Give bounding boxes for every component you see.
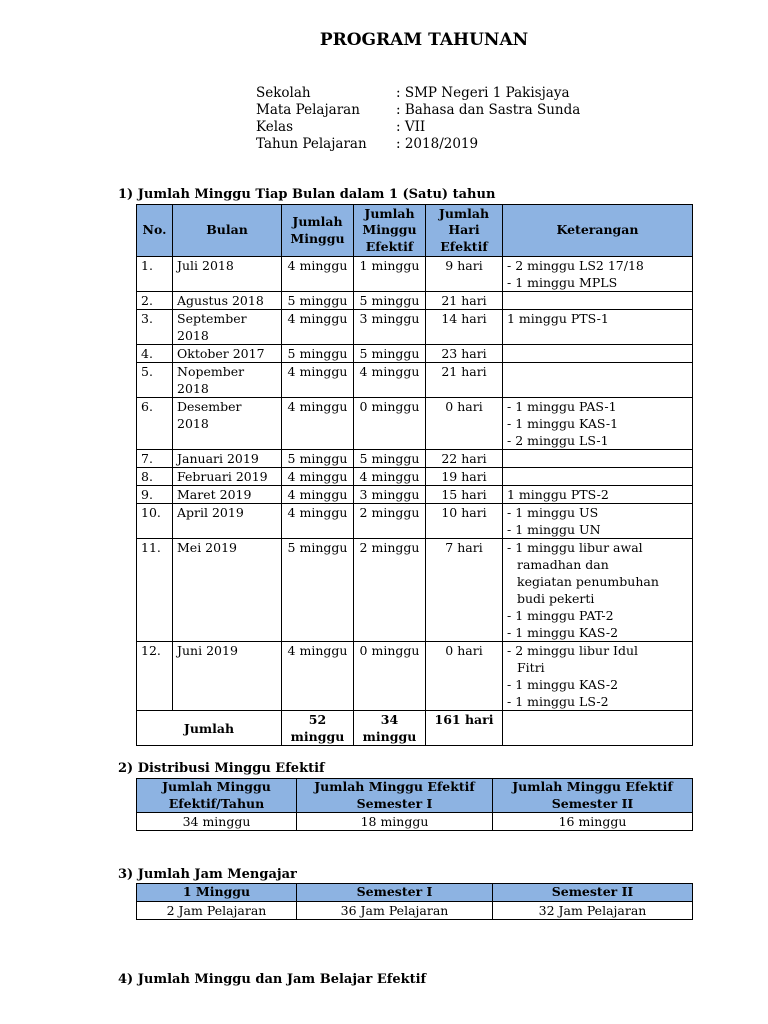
- cell-keterangan: [503, 257, 693, 292]
- cell-bulan: Nopember 2018: [173, 363, 282, 398]
- dist-value-sem1: 18 minggu: [297, 813, 493, 831]
- keterangan-line: - 1 minggu KAS-2: [507, 625, 619, 640]
- header-minggu-efektif: Jumlah Minggu Efektif: [354, 205, 426, 257]
- keterangan-line: budi pekerti: [517, 591, 595, 606]
- cell-hari-efektif: 0 hari: [426, 398, 503, 450]
- cell-bulan: Juni 2019: [173, 642, 282, 711]
- hours-header-sem2: Semester II: [493, 884, 693, 902]
- table-row: [137, 398, 693, 450]
- cell-keterangan: [503, 642, 693, 711]
- cell-minggu-efektif: 4 minggu: [354, 363, 426, 398]
- header-no: No.: [137, 205, 173, 257]
- cell-hari-efektif: 23 hari: [426, 345, 503, 363]
- keterangan-line: - 1 minggu UN: [507, 522, 601, 537]
- section-1-heading: 1) Jumlah Minggu Tiap Bulan dalam 1 (Satu) tahun: [118, 187, 496, 202]
- header-hari-efektif: Jumlah Hari Efektif: [426, 205, 503, 257]
- info-value: : 2018/2019: [396, 136, 479, 152]
- cell-keterangan: [503, 398, 693, 450]
- hours-value-sem2: 32 Jam Pelajaran: [493, 901, 693, 919]
- cell-bulan: Agustus 2018: [173, 292, 282, 310]
- table-row: [137, 642, 693, 711]
- keterangan-line: - 1 minggu PAS-1: [507, 399, 617, 414]
- total-row: [137, 711, 693, 746]
- cell-bulan: September 2018: [173, 310, 282, 345]
- table-row: [137, 292, 693, 310]
- cell-no: 12.: [137, 642, 173, 711]
- cell-no: 3.: [137, 310, 173, 345]
- table-row: [137, 539, 693, 642]
- info-value: : Bahasa dan Sastra Sunda: [396, 102, 581, 118]
- cell-hari-efektif: 21 hari: [426, 363, 503, 398]
- cell-minggu-efektif: 1 minggu: [354, 257, 426, 292]
- hours-header-week: 1 Minggu: [137, 884, 297, 902]
- cell-jumlah-minggu: 5 minggu: [282, 292, 354, 310]
- cell-hari-efektif: 10 hari: [426, 504, 503, 539]
- header-keterangan: Keterangan: [503, 205, 693, 257]
- section-4-heading: 4) Jumlah Minggu dan Jam Belajar Efektif: [118, 972, 427, 987]
- cell-minggu-efektif: 5 minggu: [354, 292, 426, 310]
- hours-value-week: 2 Jam Pelajaran: [137, 901, 297, 919]
- keterangan-line: - 1 minggu libur awal: [507, 540, 643, 555]
- info-value: : SMP Negeri 1 Pakisjaya: [396, 85, 570, 101]
- keterangan-line: - 1 minggu KAS-2: [507, 677, 619, 692]
- table-row: [137, 257, 693, 292]
- cell-no: 5.: [137, 363, 173, 398]
- cell-bulan: Maret 2019: [173, 486, 282, 504]
- keterangan-line: 1 minggu PTS-2: [507, 487, 609, 502]
- table-row: [137, 486, 693, 504]
- table-row: [137, 310, 693, 345]
- table-row: [137, 345, 693, 363]
- cell-no: 10.: [137, 504, 173, 539]
- distribution-table: [136, 778, 693, 831]
- cell-minggu-efektif: 5 minggu: [354, 345, 426, 363]
- cell-keterangan: [503, 363, 693, 398]
- cell-jumlah-minggu: 4 minggu: [282, 486, 354, 504]
- keterangan-line: - 2 minggu LS-1: [507, 433, 609, 448]
- cell-keterangan: [503, 468, 693, 486]
- cell-no: 9.: [137, 486, 173, 504]
- header-jumlah-minggu: Jumlah Minggu: [282, 205, 354, 257]
- cell-hari-efektif: 0 hari: [426, 642, 503, 711]
- cell-jumlah-minggu: 4 minggu: [282, 642, 354, 711]
- table-row: [137, 468, 693, 486]
- keterangan-line: - 1 minggu PAT-2: [507, 608, 614, 623]
- cell-hari-efektif: 21 hari: [426, 292, 503, 310]
- cell-minggu-efektif: 0 minggu: [354, 642, 426, 711]
- cell-minggu-efektif: 2 minggu: [354, 504, 426, 539]
- cell-no: 8.: [137, 468, 173, 486]
- table-row: [137, 363, 693, 398]
- dist-value-sem2: 16 minggu: [493, 813, 693, 831]
- info-row: [256, 102, 580, 119]
- info-row: [256, 85, 580, 102]
- cell-no: 2.: [137, 292, 173, 310]
- cell-jumlah-minggu: 4 minggu: [282, 310, 354, 345]
- cell-keterangan: [503, 504, 693, 539]
- cell-bulan: Februari 2019: [173, 468, 282, 486]
- info-label: Kelas: [256, 119, 294, 135]
- cell-jumlah-minggu: 4 minggu: [282, 257, 354, 292]
- info-label: Mata Pelajaran: [256, 102, 360, 118]
- cell-hari-efektif: 14 hari: [426, 310, 503, 345]
- cell-no: 11.: [137, 539, 173, 642]
- section-3-heading: 3) Jumlah Jam Mengajar: [118, 867, 297, 882]
- hours-value-sem1: 36 Jam Pelajaran: [297, 901, 493, 919]
- keterangan-line: kegiatan penumbuhan: [517, 574, 659, 589]
- cell-keterangan: [503, 310, 693, 345]
- cell-keterangan: [503, 539, 693, 642]
- cell-hari-efektif: 19 hari: [426, 468, 503, 486]
- cell-hari-efektif: 7 hari: [426, 539, 503, 642]
- info-row: [256, 119, 580, 136]
- keterangan-line: 1 minggu PTS-1: [507, 311, 609, 326]
- section-2-heading: 2) Distribusi Minggu Efektif: [118, 761, 325, 776]
- cell-jumlah-minggu: 5 minggu: [282, 539, 354, 642]
- info-row: [256, 136, 580, 153]
- cell-jumlah-minggu: 4 minggu: [282, 363, 354, 398]
- cell-bulan: Januari 2019: [173, 450, 282, 468]
- table-row: [137, 504, 693, 539]
- cell-no: 6.: [137, 398, 173, 450]
- cell-minggu-efektif: 3 minggu: [354, 486, 426, 504]
- cell-minggu-efektif: 5 minggu: [354, 450, 426, 468]
- dist-header-sem1: Jumlah Minggu Efektif Semester I: [297, 779, 493, 813]
- cell-jumlah-minggu: 5 minggu: [282, 450, 354, 468]
- cell-keterangan: [503, 292, 693, 310]
- cell-keterangan: [503, 450, 693, 468]
- cell-minggu-efektif: 3 minggu: [354, 310, 426, 345]
- info-block: [256, 85, 580, 153]
- hours-header-sem1: Semester I: [297, 884, 493, 902]
- cell-hari-efektif: 9 hari: [426, 257, 503, 292]
- cell-hari-efektif: 22 hari: [426, 450, 503, 468]
- cell-minggu-efektif: 0 minggu: [354, 398, 426, 450]
- cell-bulan: April 2019: [173, 504, 282, 539]
- keterangan-line: - 1 minggu KAS-1: [507, 416, 619, 431]
- dist-header-sem2: Jumlah Minggu Efektif Semester II: [493, 779, 693, 813]
- total-efektif: 34 minggu: [354, 711, 426, 746]
- keterangan-line: ramadhan dan: [517, 557, 609, 572]
- dist-value-year: 34 minggu: [137, 813, 297, 831]
- cell-keterangan: [503, 345, 693, 363]
- cell-jumlah-minggu: 4 minggu: [282, 398, 354, 450]
- cell-no: 1.: [137, 257, 173, 292]
- total-minggu: 52 minggu: [282, 711, 354, 746]
- keterangan-line: - 2 minggu libur Idul: [507, 643, 639, 658]
- keterangan-line: - 1 minggu LS-2: [507, 694, 609, 709]
- cell-no: 7.: [137, 450, 173, 468]
- info-value: : VII: [396, 119, 426, 135]
- keterangan-line: - 1 minggu MPLS: [507, 275, 618, 290]
- cell-minggu-efektif: 4 minggu: [354, 468, 426, 486]
- info-label: Tahun Pelajaran: [256, 136, 367, 152]
- header-bulan: Bulan: [173, 205, 282, 257]
- keterangan-line: - 1 minggu US: [507, 505, 599, 520]
- total-hari: 161 hari: [426, 711, 503, 746]
- cell-bulan: Oktober 2017: [173, 345, 282, 363]
- keterangan-line: - 2 minggu LS2 17/18: [507, 258, 644, 273]
- total-keterangan: [503, 711, 693, 746]
- table-body: [137, 257, 693, 711]
- cell-jumlah-minggu: 5 minggu: [282, 345, 354, 363]
- dist-header-year: Jumlah Minggu Efektif/Tahun: [137, 779, 297, 813]
- cell-no: 4.: [137, 345, 173, 363]
- cell-jumlah-minggu: 4 minggu: [282, 468, 354, 486]
- cell-jumlah-minggu: 4 minggu: [282, 504, 354, 539]
- cell-bulan: Desember 2018: [173, 398, 282, 450]
- table-row: [137, 450, 693, 468]
- teaching-hours-table: [136, 883, 693, 920]
- cell-hari-efektif: 15 hari: [426, 486, 503, 504]
- cell-bulan: Juli 2018: [173, 257, 282, 292]
- cell-keterangan: [503, 486, 693, 504]
- total-label: Jumlah: [137, 711, 282, 746]
- keterangan-line: Fitri: [517, 660, 545, 675]
- cell-bulan: Mei 2019: [173, 539, 282, 642]
- weeks-per-month-table: [136, 204, 693, 746]
- info-label: Sekolah: [256, 85, 311, 101]
- cell-minggu-efektif: 2 minggu: [354, 539, 426, 642]
- page-title: PROGRAM TAHUNAN: [319, 30, 529, 50]
